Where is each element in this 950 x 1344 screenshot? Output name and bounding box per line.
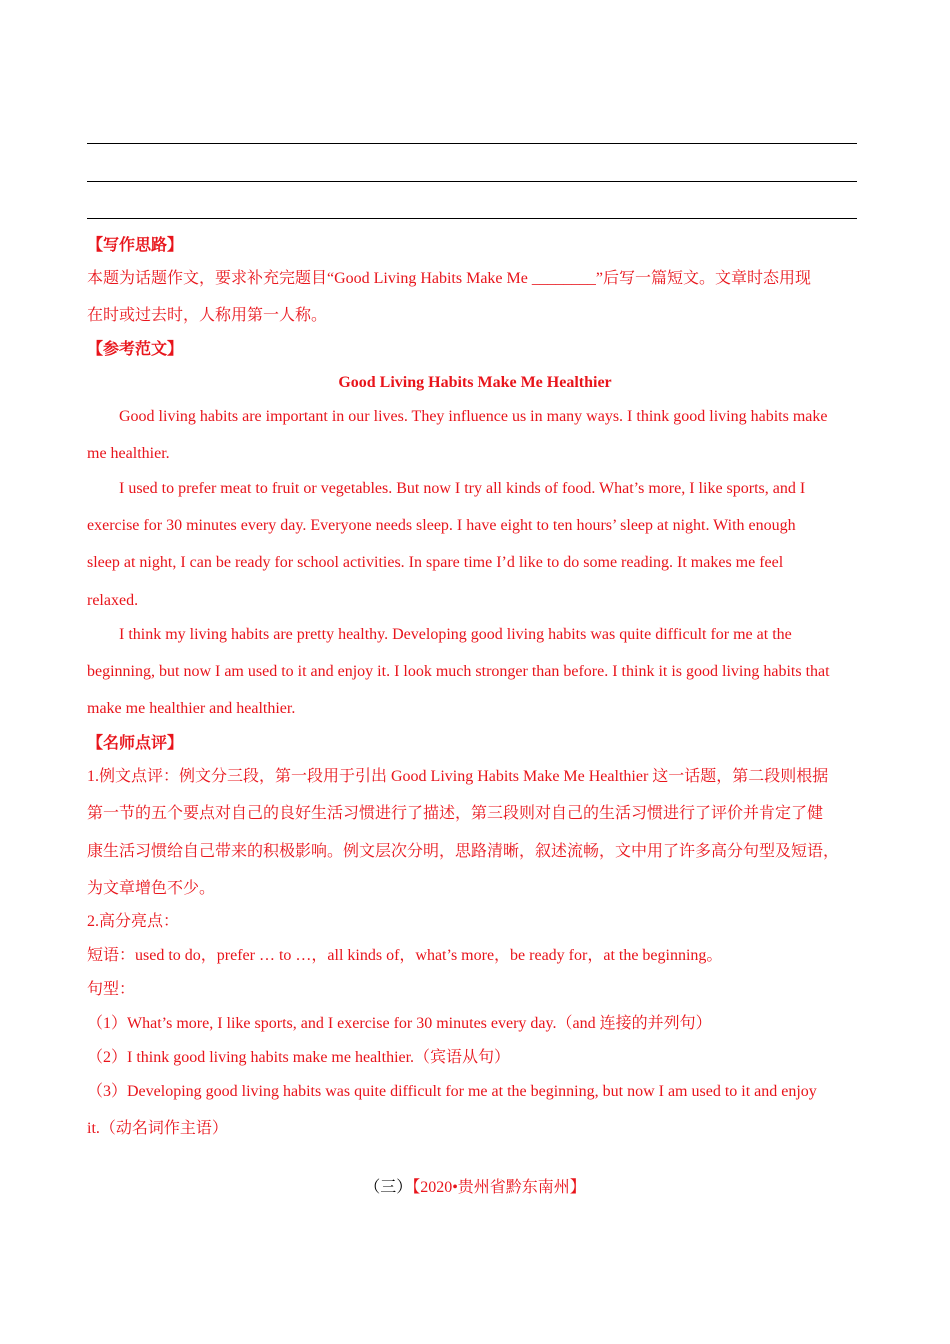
comment-line: 2.高分亮点： <box>87 913 180 930</box>
idea-heading: 【写作思路】 <box>87 237 184 254</box>
answer-line <box>87 143 857 144</box>
comment-line: 第一节的五个要点对自己的良好生活习惯进行了描述，第三段则对自己的生活习惯进行了评价并肯定了健 <box>87 805 824 822</box>
essay-line: exercise for 30 minutes every day. Everyone needs sleep. I have eight to ten hours’ sleep at night. With enough <box>87 517 796 534</box>
idea-line: 在时或过去时，人称用第一人称。 <box>87 307 328 324</box>
section-source: 【2020•贵州省黔东南州】 <box>412 1179 586 1196</box>
essay-line: me healthier. <box>87 445 170 462</box>
comment-line: it.（动名词作主语） <box>87 1120 228 1137</box>
comment-line: （2）I think good living habits make me healthier.（宾语从句） <box>87 1049 511 1066</box>
comment-line: 短语：used to do，prefer … to …，all kinds of，what’s more，be ready for，at the beginning。 <box>87 947 723 964</box>
comment-line: 为文章增色不少。 <box>87 880 216 897</box>
essay-line: relaxed. <box>87 592 139 609</box>
comment-line: 1.例文点评：例文分三段，第一段用于引出 Good Living Habits Make Me Healthier 这一话题，第二段则根据 <box>87 768 829 785</box>
comment-line: 康生活习惯给自己带来的积极影响。例文层次分明，思路清晰，叙述流畅，文中用了许多高分句型及短语， <box>87 843 840 860</box>
essay-line: beginning, but now I am used to it and enjoy it. I look much stronger than before. I think it is good living habits that <box>87 663 830 680</box>
essay-line: sleep at night, I can be ready for school activities. In spare time I’d like to do some reading. It makes me feel <box>87 554 784 571</box>
section-number: （三） <box>364 1179 413 1196</box>
essay-heading: 【参考范文】 <box>87 341 184 358</box>
answer-line <box>87 218 857 219</box>
essay-title: Good Living Habits Make Me Healthier <box>338 374 612 391</box>
essay-line: make me healthier and healthier. <box>87 700 296 717</box>
comment-line: （3）Developing good living habits was quite difficult for me at the beginning, but now I am used to it and enjoy <box>87 1083 817 1100</box>
essay-line: Good living habits are important in our lives. They influence us in many ways. I think good living habits make <box>119 408 828 425</box>
idea-line: 本题为话题作文，要求补充完题目“Good Living Habits Make Me ________”后写一篇短文。文章时态用现 <box>87 270 811 287</box>
essay-line: I used to prefer meat to fruit or vegetables. But now I try all kinds of food. What’s more, I like sports, and I <box>119 480 806 497</box>
comment-heading: 【名师点评】 <box>87 735 184 752</box>
comment-line: （1）What’s more, I like sports, and I exercise for 30 minutes every day.（and 连接的并列句） <box>87 1015 712 1032</box>
next-section-title <box>87 1178 863 1198</box>
essay-line: I think my living habits are pretty healthy. Developing good living habits was quite difficult for me at the <box>119 626 792 643</box>
answer-line <box>87 181 857 182</box>
comment-line: 句型： <box>87 981 136 998</box>
